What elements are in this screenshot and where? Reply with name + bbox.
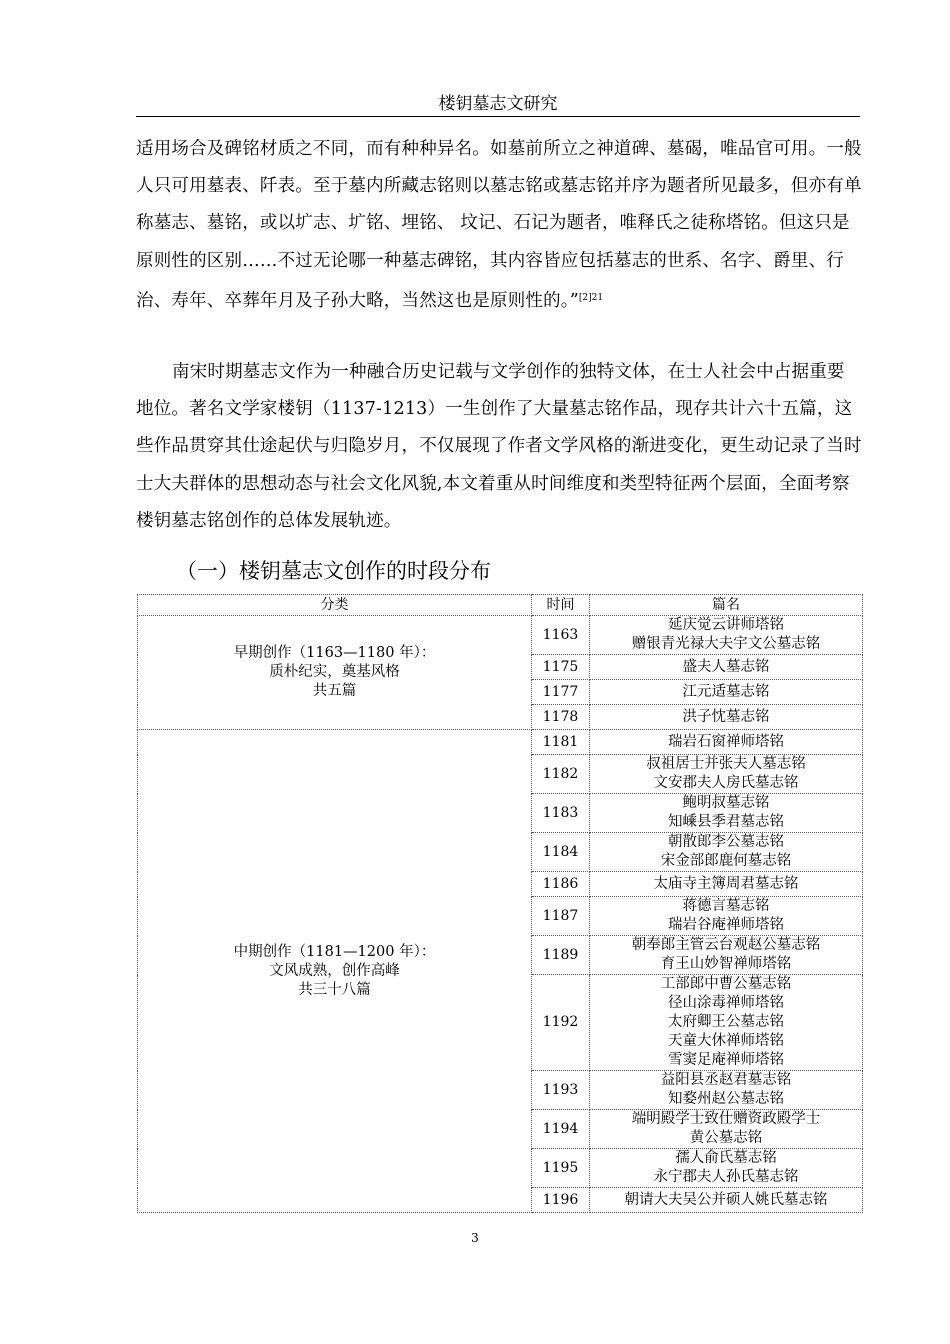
table-row [138, 730, 863, 755]
title-cell [590, 794, 863, 833]
work-title: 瑞岩谷庵禅师塔铭 [668, 917, 784, 933]
work-title: 益阳县丞赵君墓志铭 [660, 1072, 792, 1088]
header-title: 篇名 [590, 595, 863, 616]
title-cell [590, 872, 863, 897]
title-cell [590, 936, 863, 975]
work-title: 天童大休禅师塔铭 [668, 1033, 784, 1049]
title-cell [590, 1071, 863, 1110]
table-header-row [138, 595, 863, 616]
year-cell: 1177 [532, 680, 590, 705]
work-title: 太府卿王公墓志铭 [668, 1014, 784, 1030]
title-cell [590, 897, 863, 936]
title-cell [590, 1149, 863, 1188]
section-title: （一）楼钥墓志文创作的时段分布 [176, 559, 491, 583]
header-time: 时间 [532, 595, 590, 616]
work-title: 江元适墓志铭 [682, 683, 770, 700]
year-cell: 1189 [532, 936, 590, 975]
work-title: 育王山妙智禅师塔铭 [660, 956, 792, 972]
page-number: 3 [471, 1231, 479, 1245]
work-title: 蒋德言墓志铭 [682, 898, 770, 914]
year-cell: 1163 [532, 616, 590, 655]
year-cell: 1178 [532, 705, 590, 730]
work-title: 文安郡夫人房氏墓志铭 [653, 775, 799, 791]
year-cell: 1183 [532, 794, 590, 833]
title-cell [590, 655, 863, 680]
work-title: 朝请大夫吴公并硕人姚氏墓志铭 [624, 1191, 828, 1208]
year-cell: 1187 [532, 897, 590, 936]
work-title: 太庙寺主簿周君墓志铭 [653, 875, 799, 892]
category-line: 共五篇 [312, 683, 357, 699]
work-title: 朝奉郎主管云台观赵公墓志铭 [631, 937, 821, 953]
work-title: 知嵊县季君墓志铭 [668, 814, 784, 830]
title-cell [590, 1110, 863, 1149]
category-line: 中期创作（1181—1200 年）： [233, 943, 436, 960]
work-title: 工部郎中曹公墓志铭 [660, 976, 792, 992]
paragraph-1-text: 适用场合及碑铭材质之不同，而有种种异名。如墓前所立之神道碑、墓碣，唯品官可用。一般人只可用墓表、阡表。至于墓内所藏志铭则以墓志铭或墓志铭并序为题者所见最多，但亦有单称墓志、墓铭，或以圹志、圹铭、埋铭、 坟记、石记为题者，唯释氏之徒称塔铭。但这只是原则性的区别……不过无论哪一种墓志碑铭，其内容皆应包括墓志的世系、名字、爵里、行治、寿年、卒葬年月及子孙大略，当然这也是原则性的。” [136, 139, 862, 311]
year-cell: 1195 [532, 1149, 590, 1188]
work-title: 黄公墓志铭 [689, 1130, 763, 1146]
work-title: 朝散郎李公墓志铭 [668, 834, 784, 850]
work-title: 永宁郡夫人孙氏墓志铭 [653, 1169, 799, 1185]
work-title: 知婺州赵公墓志铭 [668, 1091, 784, 1107]
table-body [138, 616, 863, 1213]
work-title: 径山涂毒禅师塔铭 [668, 995, 784, 1011]
category-line: 质朴纪实，奠基风格 [269, 664, 400, 680]
work-title: 叔祖居士并张夫人墓志铭 [646, 756, 806, 772]
work-title: 盛夫人墓志铭 [682, 658, 770, 675]
title-cell [590, 705, 863, 730]
running-header: 楼钥墓志文研究 [136, 92, 860, 117]
work-title: 宋金部郎鹿何墓志铭 [660, 853, 792, 869]
year-cell: 1194 [532, 1110, 590, 1149]
work-title: 鲍明叔墓志铭 [682, 795, 770, 811]
year-cell: 1181 [532, 730, 590, 755]
title-cell [590, 1188, 863, 1213]
year-cell: 1196 [532, 1188, 590, 1213]
category-line: 共三十八篇 [298, 981, 371, 998]
citation-marker: [2]21 [578, 292, 604, 303]
year-cell: 1193 [532, 1071, 590, 1110]
work-title: 瑞岩石窗禅师塔铭 [668, 733, 784, 750]
work-title: 洪子忱墓志铭 [682, 708, 770, 725]
work-title: 雪窦足庵禅师塔铭 [668, 1052, 784, 1068]
category-line: 文风成熟，创作高峰 [269, 962, 400, 979]
category-cell [138, 616, 532, 730]
year-cell: 1175 [532, 655, 590, 680]
title-cell [590, 730, 863, 755]
title-cell [590, 680, 863, 705]
category-cell [138, 730, 532, 1213]
title-cell [590, 833, 863, 872]
table-row [138, 616, 863, 655]
year-cell: 1192 [532, 975, 590, 1071]
works-table [137, 594, 863, 1213]
category-line: 早期创作（1163—1180 年）： [233, 645, 436, 661]
paragraph-1 [136, 131, 862, 320]
title-cell [590, 975, 863, 1071]
work-title: 赠银青光禄大夫宇文公墓志铭 [631, 636, 821, 652]
year-cell: 1184 [532, 833, 590, 872]
title-cell [590, 616, 863, 655]
work-title: 孺人俞氏墓志铭 [675, 1150, 777, 1166]
work-title: 端明殿学士致仕赠资政殿学士 [631, 1111, 821, 1127]
header-category: 分类 [138, 595, 532, 616]
year-cell: 1186 [532, 872, 590, 897]
paragraph-2: 南宋时期墓志文作为一种融合历史记载与文学创作的独特文体，在士人社会中占据重要地位。著名文学家楼钥（1137-1213）一生创作了大量墓志铭作品，现存共计六十五篇，这些作品贯穿其仕途起伏与归隐岁月，不仅展现了作者文学风格的渐进变化，更生动记录了当时士大夫群体的思想动态与社会文化风貌,本文着重从时间维度和类型特征两个层面，全面考察楼钥墓志铭创作的总体发展轨迹。 [136, 362, 862, 531]
title-cell [590, 755, 863, 794]
year-cell: 1182 [532, 755, 590, 794]
work-title: 延庆觉云讲师塔铭 [668, 617, 784, 633]
